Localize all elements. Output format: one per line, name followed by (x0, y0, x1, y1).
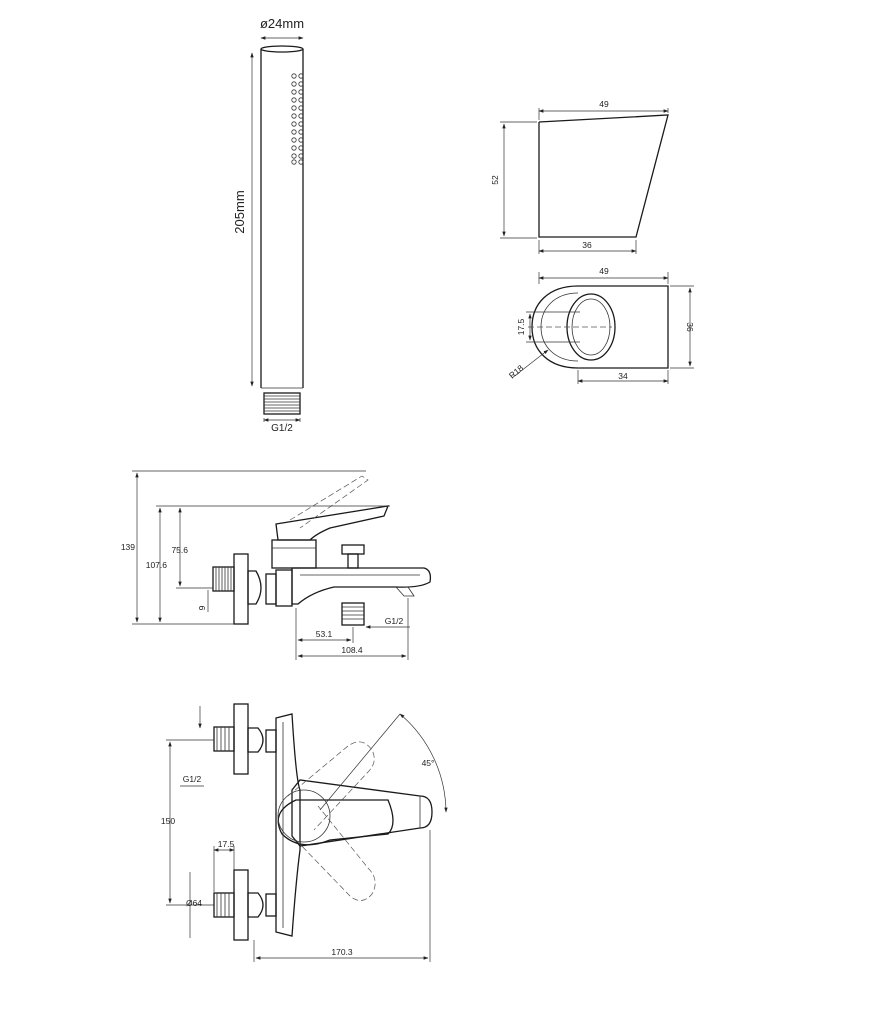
holder-top-radius: R18 (506, 362, 526, 381)
holder-side-view (490, 99, 668, 254)
centers-label: 150 (160, 816, 176, 826)
mixer-top-view (161, 704, 446, 962)
projection-label: 108.4 (341, 645, 363, 655)
holder-top-width: 49 (599, 266, 609, 276)
shower-head-view (232, 16, 304, 434)
flange-label: Ø64 (185, 898, 203, 908)
holder-top-view (507, 266, 695, 384)
outlet-thread-label: G1/2 (384, 616, 404, 626)
depth-label: 170.3 (331, 947, 353, 957)
offset-label: 9 (197, 605, 207, 611)
thread-label: G1/2 (271, 423, 293, 434)
holder-top-bottom: 34 (618, 371, 628, 381)
angle-label: 45° (421, 758, 435, 768)
nut-width-label: 17.5 (217, 839, 235, 849)
holder-top-depth: 36 (685, 322, 695, 332)
body-height-label: 75.6 (171, 545, 188, 555)
overall-height-label: 139 (120, 542, 135, 552)
holder-side-top-width: 49 (599, 99, 609, 109)
inlet-thread-label: G1/2 (182, 774, 202, 784)
length-label: 205mm (232, 190, 247, 234)
holder-top-hole: 17.5 (516, 318, 526, 336)
mixer-side-view (121, 471, 431, 660)
holder-side-bottom-width: 36 (582, 240, 592, 250)
outlet-distance-label: 53.1 (315, 629, 333, 639)
holder-side-height: 52 (490, 175, 500, 185)
thread-connector (264, 393, 300, 414)
spray-nozzles (292, 74, 303, 164)
inlet-height-label: 107.6 (145, 560, 167, 570)
diameter-label: ø24mm (259, 16, 305, 31)
